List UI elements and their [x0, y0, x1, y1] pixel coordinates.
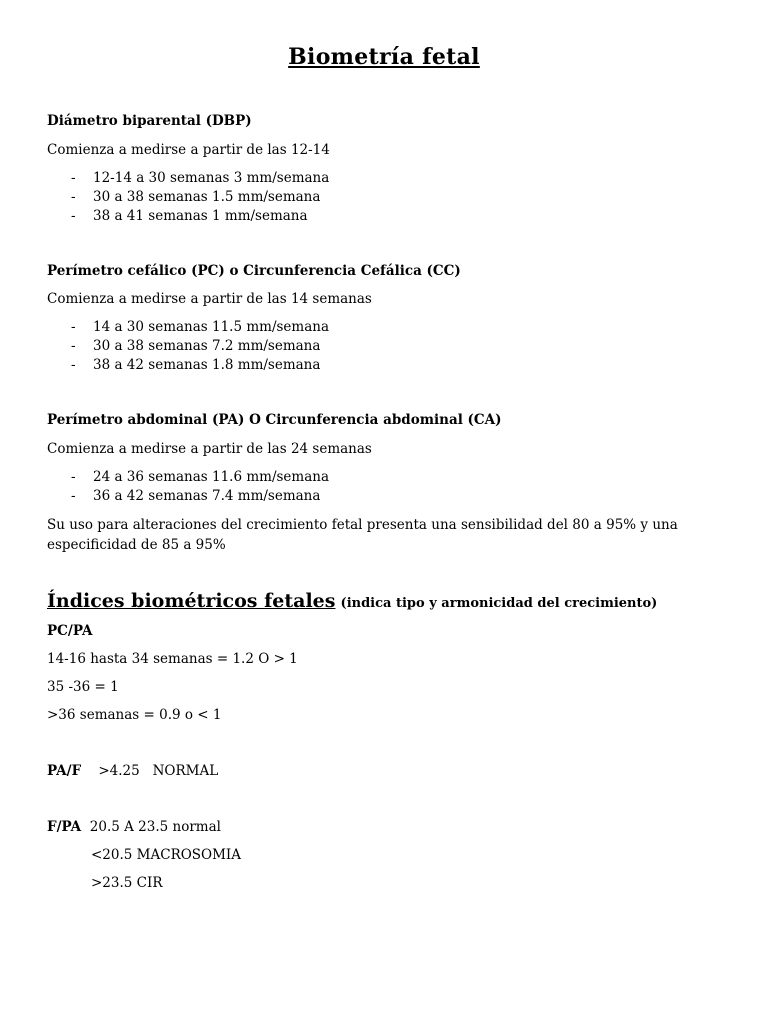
list-pa [47, 468, 707, 506]
pcpa-line: 14-16 hasta 34 semanas = 1.2 O > 1 [47, 651, 298, 667]
paf-label: PA/F [47, 763, 82, 779]
section-intro-pc: Comienza a medirse a partir de las 14 semanas [47, 291, 372, 307]
fpa-line: >23.5 CIR [91, 875, 163, 891]
fpa-row [47, 818, 707, 836]
list-item: - 38 a 41 semanas 1 mm/semana [71, 208, 308, 224]
indices-header [47, 590, 707, 612]
list-item: - 36 a 42 semanas 7.4 mm/semana [71, 488, 321, 504]
pcpa-label: PC/PA [47, 623, 93, 639]
section-pa [47, 411, 707, 555]
list-item: - 12-14 a 30 semanas 3 mm/semana [71, 170, 330, 186]
indices-heading: Índices biométricos fetales [47, 590, 336, 612]
section-pc [47, 262, 707, 375]
section-intro-pa: Comienza a medirse a partir de las 24 semanas [47, 441, 372, 457]
indices-subnote: (indica tipo y armonicidad del crecimiento) [340, 596, 658, 611]
list-pc [47, 318, 707, 375]
paf-value: >4.25 NORMAL [98, 763, 219, 779]
section-dbp [47, 112, 707, 226]
section-intro-dbp: Comienza a medirse a partir de las 12-14 [47, 142, 330, 158]
paf-row [47, 762, 707, 780]
section-indices [47, 590, 707, 892]
pcpa-line: 35 -36 = 1 [47, 679, 119, 695]
section-heading-pa: Perímetro abdominal (PA) O Circunferencia abdominal (CA) [47, 412, 502, 428]
list-item: - 14 a 30 semanas 11.5 mm/semana [71, 319, 330, 335]
section-heading-dbp: Diámetro biparental (DBP) [47, 113, 252, 129]
pcpa-line: >36 semanas = 0.9 o < 1 [47, 707, 222, 723]
section-heading-pc: Perímetro cefálico (PC) o Circunferencia Cefálica (CC) [47, 263, 461, 279]
list-item: - 24 a 36 semanas 11.6 mm/semana [71, 469, 330, 485]
fpa-label: F/PA [47, 819, 82, 835]
list-item: - 30 a 38 semanas 1.5 mm/semana [71, 189, 321, 205]
fpa-value: 20.5 A 23.5 normal [89, 819, 221, 835]
list-item: - 38 a 42 semanas 1.8 mm/semana [71, 357, 321, 373]
fpa-line: <20.5 MACROSOMIA [91, 847, 242, 863]
list-item: - 30 a 38 semanas 7.2 mm/semana [71, 338, 321, 354]
page-title: Biometría fetal [288, 44, 480, 70]
list-dbp [47, 169, 707, 226]
section-note-pa: Su uso para alteraciones del crecimiento fetal presenta una sensibilidad del 80 a 95% y una especificidad de 85 a 95% [47, 517, 678, 553]
